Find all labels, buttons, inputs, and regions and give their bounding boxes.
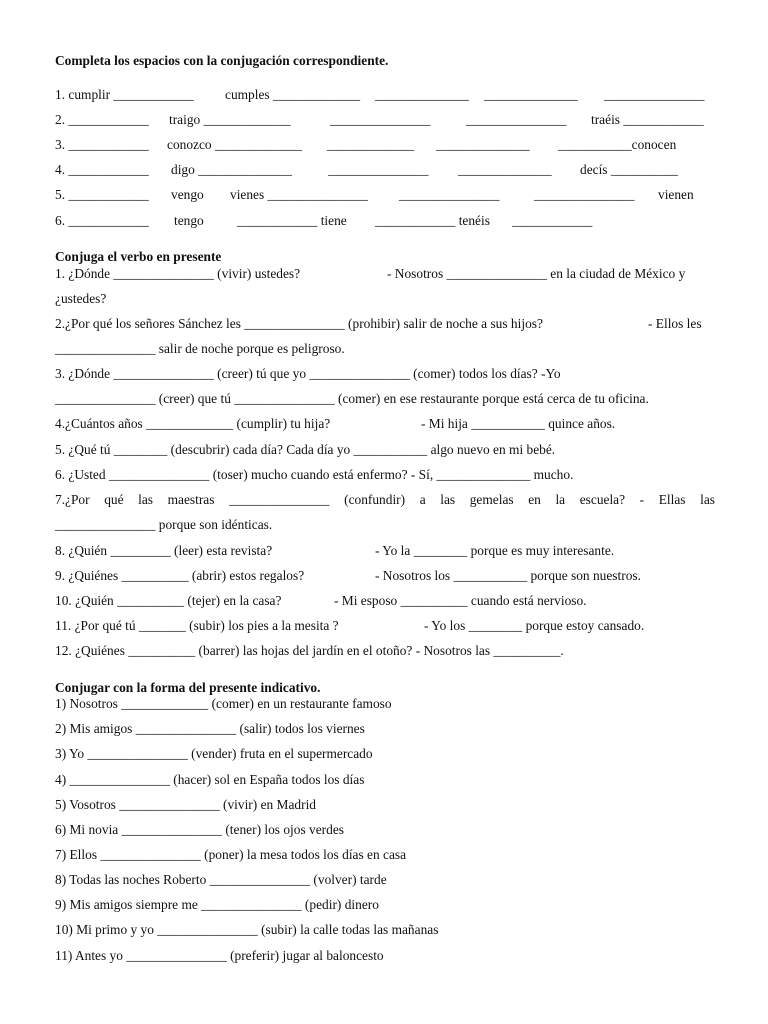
row-cell: 5. ____________ [55,187,149,202]
section3-title: Conjugar con la forma del presente indicativo. [55,680,321,695]
exercise-line: 8) Todas las noches Roberto _______________ (volver) tarde [55,872,387,887]
conjugation-row-1 [55,87,715,105]
question-line [55,316,715,334]
question-line: ¿ustedes? [55,291,107,306]
row-cell: 1. cumplir ____________ [55,87,194,102]
row-cell: digo ______________ [171,162,292,177]
row-cell: ______________ [484,87,578,102]
question-text: 10. ¿Quién __________ (tejer) en la casa? [55,593,282,608]
row-cell: vienen [658,187,694,202]
row-cell: decís __________ [580,162,678,177]
row-cell: ______________ [436,137,530,152]
row-cell: ____________ tenéis [375,213,490,228]
row-cell: traéis ____________ [591,112,704,127]
row-cell: 4. ____________ [55,162,149,177]
row-cell: 6. ____________ [55,213,149,228]
conjugation-row-6 [55,213,715,231]
question-text: 1. ¿Dónde _______________ (vivir) ustedes? [55,266,301,281]
row-cell: _______________ [328,162,429,177]
conjugation-row-5 [55,187,715,205]
answer-text: - Nosotros _______________ en la ciudad de México y [387,266,686,281]
answer-text: - Yo la ________ porque es muy interesante. [375,543,615,558]
question-line [55,618,715,636]
question-line [55,593,715,611]
question-line [55,543,715,561]
row-cell: ______________ [375,87,469,102]
row-cell: ____________ [512,213,593,228]
answer-text: - Mi hija ___________ quince años. [421,416,616,431]
question-line [55,568,715,586]
row-cell: _______________ [466,112,567,127]
answer-text: - Ellos les [648,316,702,331]
exercise-line: 4) _______________ (hacer) sol en España todos los días [55,772,365,787]
conjugation-row-2 [55,112,715,130]
section2-title: Conjuga el verbo en presente [55,249,222,264]
exercise-line: 11) Antes yo _______________ (preferir) jugar al baloncesto [55,948,384,963]
question-line: 7.¿Por qué las maestras _______________ (confundir) a las gemelas en la escuela? - Ellas las [55,492,715,507]
question-line: 12. ¿Quiénes __________ (barrer) las hojas del jardín en el otoño? - Nosotros las __________. [55,643,564,658]
question-text: 9. ¿Quiénes __________ (abrir) estos regalos? [55,568,305,583]
exercise-line: 1) Nosotros _____________ (comer) en un restaurante famoso [55,696,392,711]
question-text: 8. ¿Quién _________ (leer) esta revista? [55,543,273,558]
exercise-line: 3) Yo _______________ (vender) fruta en el supermercado [55,746,373,761]
row-cell: traigo _____________ [169,112,291,127]
answer-text: - Mi esposo __________ cuando está nervioso. [334,593,587,608]
question-line: 6. ¿Usted _______________ (toser) mucho cuando está enfermo? - Sí, ______________ mucho. [55,467,574,482]
answer-text: - Nosotros los ___________ porque son nuestros. [375,568,641,583]
row-cell: _______________ [604,87,705,102]
section1-title: Completa los espacios con la conjugación correspondiente. [55,53,389,68]
conjugation-row-3 [55,137,715,155]
row-cell: tengo [174,213,204,228]
row-cell: cumples _____________ [225,87,361,102]
row-cell: vengo [171,187,204,202]
row-cell: _______________ [330,112,431,127]
exercise-line: 6) Mi novia _______________ (tener) los ojos verdes [55,822,344,837]
question-text: 2.¿Por qué los señores Sánchez les _______________ (prohibir) salir de noche a sus hijos? [55,316,543,331]
exercise-line: 10) Mi primo y yo _______________ (subir) la calle todas las mañanas [55,922,439,937]
question-text: 11. ¿Por qué tú _______ (subir) los pies a la mesita ? [55,618,339,633]
row-cell: 3. ____________ [55,137,149,152]
question-line: _______________ salir de noche porque es peligroso. [55,341,345,356]
row-cell: vienes _______________ [230,187,368,202]
answer-text: - Yo los ________ porque estoy cansado. [424,618,645,633]
exercise-line: 9) Mis amigos siempre me _______________ (pedir) dinero [55,897,379,912]
row-cell: conozco _____________ [167,137,302,152]
row-cell: ___________conocen [558,137,677,152]
question-line: 5. ¿Qué tú ________ (descubrir) cada día? Cada día yo ___________ algo nuevo en mi bebé. [55,442,556,457]
question-line: _______________ porque son idénticas. [55,517,273,532]
question-text: 4.¿Cuántos años _____________ (cumplir) tu hija? [55,416,331,431]
question-line [55,416,715,434]
conjugation-row-4 [55,162,715,180]
row-cell: ______________ [458,162,552,177]
row-cell: _____________ [327,137,415,152]
exercise-line: 7) Ellos _______________ (poner) la mesa todos los días en casa [55,847,407,862]
question-line: _______________ (creer) que tú _______________ (comer) en ese restaurante porque está cerca de tu oficina. [55,391,649,406]
question-line: 3. ¿Dónde _______________ (creer) tú que yo _______________ (comer) todos los días? -Yo [55,366,561,381]
row-cell: _______________ [399,187,500,202]
exercise-line: 5) Vosotros _______________ (vivir) en Madrid [55,797,316,812]
row-cell: 2. ____________ [55,112,149,127]
row-cell: ____________ tiene [237,213,347,228]
question-line [55,266,715,284]
exercise-line: 2) Mis amigos _______________ (salir) todos los viernes [55,721,365,736]
row-cell: _______________ [534,187,635,202]
